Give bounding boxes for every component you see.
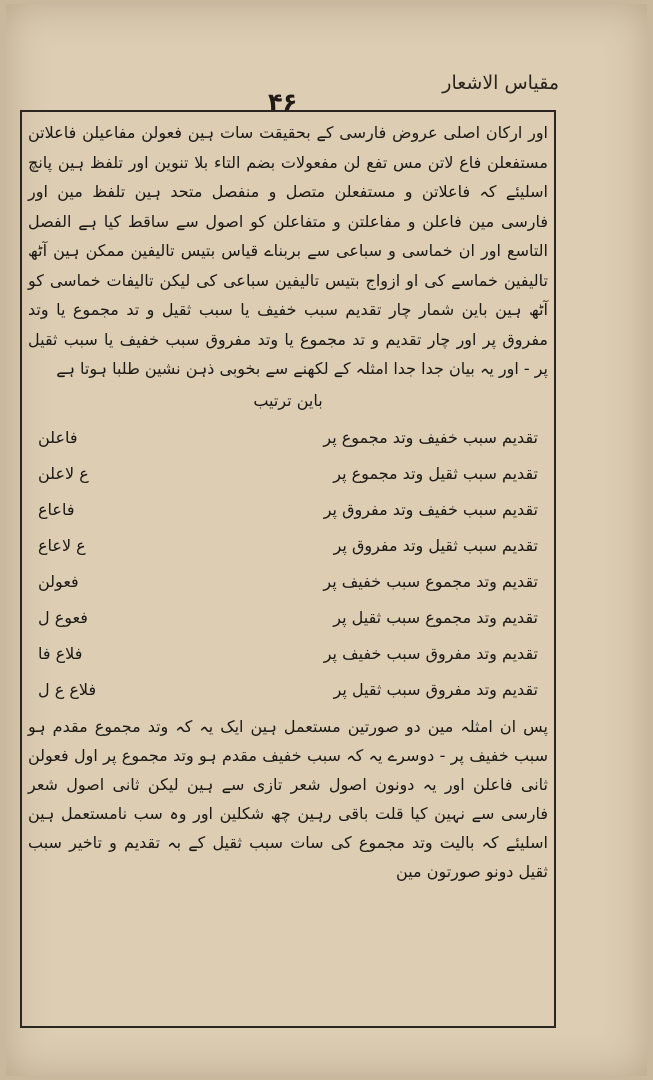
paragraph-1: اور ارکان اصلی عروض فارسی کے بحقیقت سات ہین فعولن مفاعیلن فاعلاتن مستفعلن فاع لاتن مس تفع لن مفعولات بضم التاء بلا تنوین اور تلفظ ہین پانچ اسلیئے کہ فاعلاتن و مستفعلن متصل و منفصل متحد ہین تلفظ مین اور فارسی مین فاعلن و مفاعلتن و متفاعلن کو اصول سے ساقط کیا ہے الفصل التاسع اور ان خماسی و سباعی سے بربناے قیاس بتیس تالیفین ممکن ہین آٹھ تالیفین خماسے کی او ازواج بتیس تالیفین سباعی کی لیکن تالیفات خماسی کو آٹھ ہین باین شمار چار تقدیم سبب خفیف یا سبب ثقیل و تد مجموع یا وتد مفروق پر اور چار تقدیم و تد مجموع یا وتد مفروق سبب خفیف یا سبب ثقیل پر - اور یہ بیان جدا جدا امثلہ کے لکھنے سے بخوبی ذہن نشین طلبا ہوتا ہے — [28, 123, 548, 378]
list-item — [28, 636, 548, 672]
item-description: تقدیم سبب ثقیل وتد مفروق پر — [333, 536, 538, 555]
item-description: تقدیم وتد مفروق سبب ثقیل پر — [333, 680, 538, 699]
text-block — [28, 118, 548, 1020]
item-description: تقدیم سبب ثقیل وتد مجموع پر — [333, 464, 538, 483]
item-code: فاعلن — [38, 428, 78, 447]
item-description: تقدیم سبب خفیف وتد مجموع پر — [323, 428, 538, 447]
item-code: فعوع ل — [38, 608, 88, 627]
item-description: تقدیم وتد مجموع سبب خفیف پر — [323, 572, 538, 591]
item-code: ع لاعلن — [38, 464, 89, 483]
examples-list — [28, 420, 548, 708]
paragraph-2: پس ان امثلہ مین دو صورتین مستعمل ہین ایک یہ کہ وتد مجموع مقدم ہو سبب خفیف پر - دوسرے یہ کہ سبب خفیف مقدم ہو وتد مجموع پر اول فعولن ثانی فاعلن اور یہ دونون اصول شعر تازی سے ہین لیکن ثانی اصول شعر فارسی سے نہین کیا قلت باقی رہین چھ شکلین اور وہ سب نامستعمل ہین اسلیئے کہ بالیت وتد مجموع کی سات سبب ثقیل کے بہ تقدیم و تاخیر سبب ثقیل دونو صورتون مین — [28, 716, 548, 881]
item-code: فاعاع — [38, 500, 75, 519]
list-item — [28, 456, 548, 492]
item-description: تقدیم سبب خفیف وتد مفروق پر — [323, 500, 538, 519]
item-code: ع لاعاع — [38, 536, 86, 555]
item-code: فعولن — [38, 572, 79, 591]
list-item — [28, 564, 548, 600]
item-code: فلاع فا — [38, 644, 83, 663]
list-item — [28, 528, 548, 564]
center-heading: باین ترتیب — [253, 390, 323, 410]
item-description: تقدیم وتد مفروق سبب خفیف پر — [323, 644, 538, 663]
page-number: ۴۶ — [268, 88, 298, 116]
book-page — [6, 4, 647, 1076]
item-description: تقدیم وتد مجموع سبب ثقیل پر — [333, 608, 538, 627]
list-item — [28, 600, 548, 636]
list-item — [28, 420, 548, 456]
running-title: مقیاس الاشعار — [442, 72, 559, 94]
list-item — [28, 492, 548, 528]
list-item — [28, 672, 548, 708]
item-code: فلاع ع ل — [38, 680, 97, 699]
text-frame — [20, 110, 556, 1028]
